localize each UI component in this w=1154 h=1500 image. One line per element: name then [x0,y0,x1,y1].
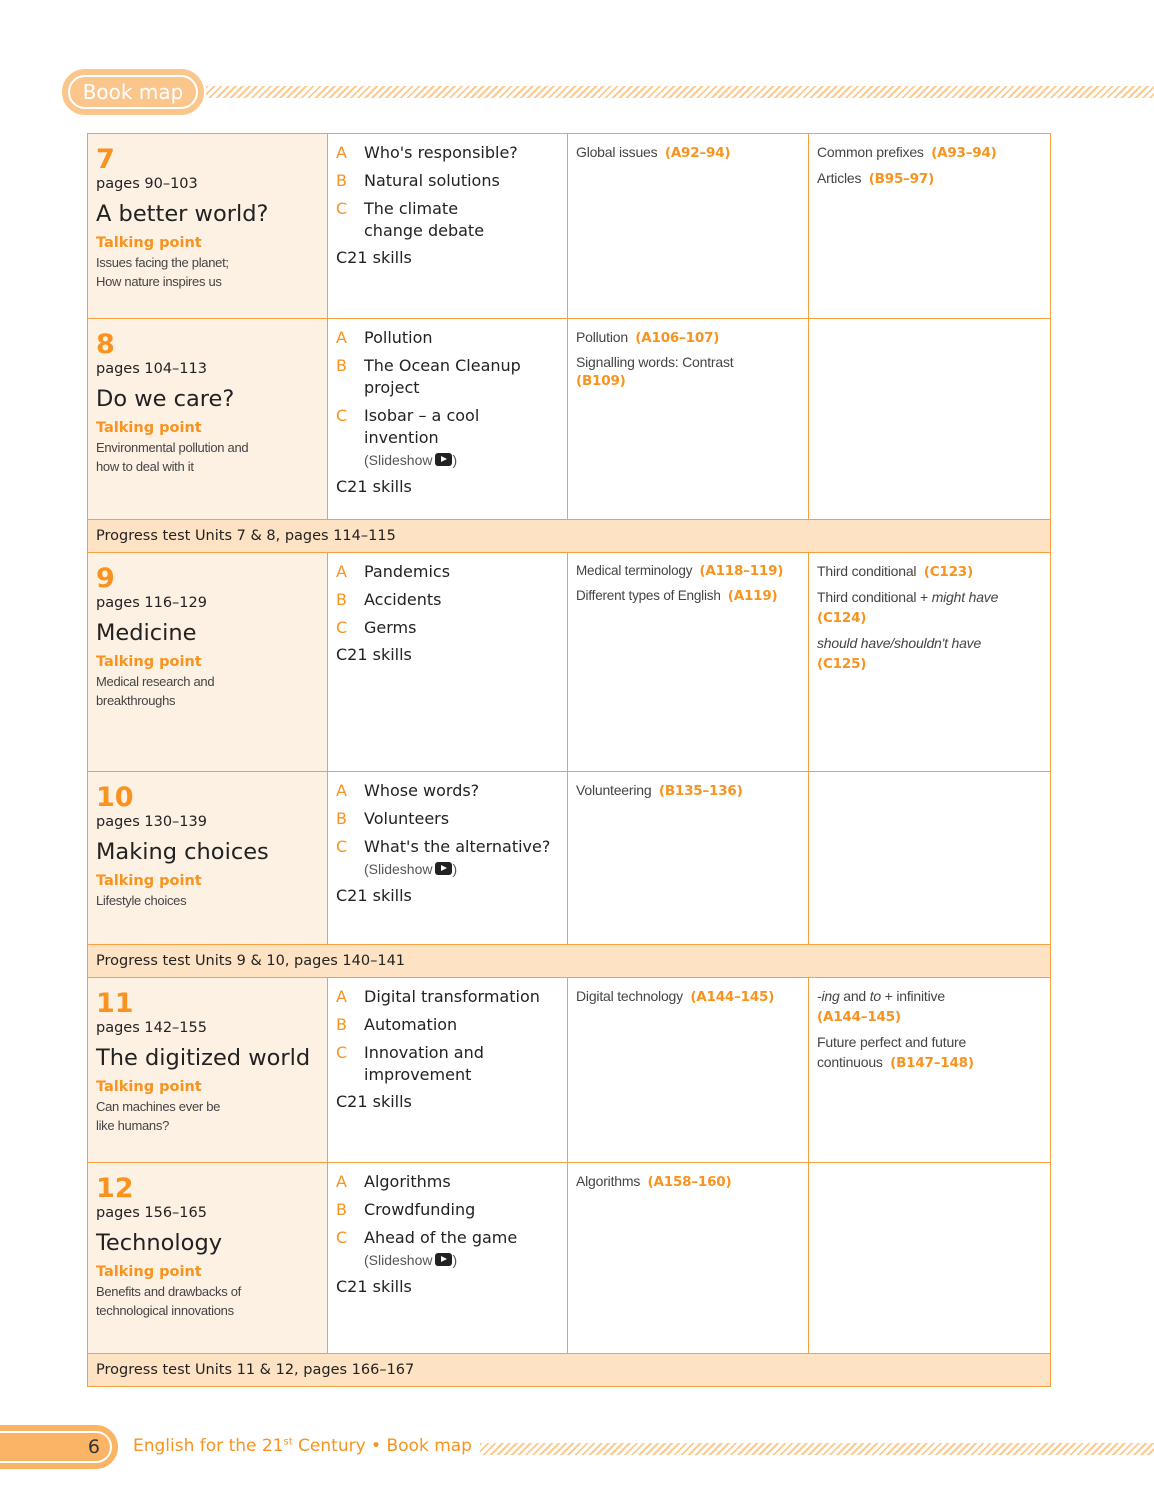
section-header-pill [62,69,204,115]
vocab-entry: Pollution (A106–107) [576,329,720,346]
grammar-entry: should have/shouldn't have (C125) [817,635,982,672]
grammar-cell [809,1163,1051,1354]
unit-number: 7 [96,144,115,175]
lesson-item: B Crowdfunding [336,1200,476,1219]
lesson-item: A Who's responsible? [336,143,518,162]
lesson-item: B Accidents [336,590,442,609]
vocabulary-cell [568,772,809,945]
slideshow-note: (Slideshow ) [364,861,458,877]
grammar-cell [809,134,1051,319]
lessons-cell [328,319,568,520]
lesson-item: B Automation [336,1015,458,1034]
grammar-entry: Third conditional + might have (C124) [817,589,999,626]
grammar-cell [809,319,1051,520]
lesson-item: C Isobar – a cool invention (Slideshow ) [336,405,559,471]
lesson-item: A Algorithms [336,1172,451,1191]
vocab-entry: Medical terminology (A118–119) [576,563,784,579]
header-hatch-decoration [206,86,1154,98]
grammar-cell [809,978,1051,1163]
unit-pages: pages 90–103 [96,176,198,192]
lessons-cell [328,1163,568,1354]
vocab-entry: Global issues (A92–94) [576,144,731,161]
vocabulary-cell [568,319,809,520]
lesson-item: B Natural solutions [336,171,500,190]
c21-skills: C21 skills [336,1092,412,1111]
lesson-item: B Volunteers [336,809,450,828]
talking-point-text: Environmental pollution and how to deal with it [96,440,249,474]
vocabulary-cell [568,134,809,319]
lessons-cell [328,978,568,1163]
grammar-entry: Articles (B95–97) [817,170,935,187]
lesson-item: A Pollution [336,328,433,347]
talking-point-label: Talking point [96,1264,202,1280]
unit-row [88,978,1051,1163]
lessons-cell [328,134,568,319]
progress-test-label: Progress test Units 7 & 8, pages 114–115 [88,520,1051,553]
unit-title: The digitized world [96,1045,311,1071]
lesson-item: C The climate change debate [336,199,485,240]
unit-row [88,772,1051,945]
unit-info-cell [88,772,328,945]
vocab-entry: Signalling words: Contrast (B109) [576,354,734,389]
unit-info-cell [88,553,328,772]
unit-info-cell [88,319,328,520]
unit-number: 10 [96,782,134,813]
c21-skills: C21 skills [336,886,412,905]
grammar-entry: Third conditional (C123) [817,563,973,580]
vocab-entry: Different types of English (A119) [576,588,778,604]
lesson-item: C Germs [336,618,417,637]
unit-info-cell [88,134,328,319]
unit-info-cell [88,978,328,1163]
slideshow-note: (Slideshow ) [364,1252,458,1268]
talking-point-label: Talking point [96,654,202,670]
talking-point-text: Benefits and drawbacks of technological innovations [96,1284,241,1318]
vocab-entry: Algorithms (A158–160) [576,1173,732,1190]
play-video-icon[interactable] [435,1253,452,1266]
play-video-icon[interactable] [435,862,452,875]
grammar-entry: -ing and to + infinitive (A144–145) [817,988,945,1025]
unit-row [88,134,1051,319]
unit-title: Do we care? [96,386,235,412]
progress-test-label: Progress test Units 9 & 10, pages 140–141 [88,945,1051,978]
unit-row [88,1163,1051,1354]
progress-test-row [88,945,1051,978]
lesson-item: A Digital transformation [336,987,540,1006]
lesson-item: A Pandemics [336,562,451,581]
vocab-entry: Digital technology (A144–145) [576,988,775,1005]
unit-pages: pages 130–139 [96,814,207,830]
c21-skills: C21 skills [336,248,412,267]
unit-number: 8 [96,329,115,360]
talking-point-text: Medical research and breakthroughs [96,674,215,708]
footer-title: English for the 21st Century • Book map [133,1436,472,1456]
unit-title: A better world? [96,201,269,227]
progress-test-label: Progress test Units 11 & 12, pages 166–167 [88,1354,1051,1387]
progress-test-row [88,520,1051,553]
unit-title: Making choices [96,839,269,865]
slideshow-note: (Slideshow ) [364,452,458,468]
unit-pages: pages 104–113 [96,361,207,377]
lessons-cell [328,772,568,945]
grammar-entry: Future perfect and future continuous (B147–148) [817,1034,974,1071]
progress-test-row [88,1354,1051,1387]
lesson-item: B The Ocean Cleanup project [336,356,521,397]
grammar-cell [809,772,1051,945]
talking-point-text: Can machines ever be like humans? [96,1099,221,1133]
talking-point-label: Talking point [96,235,202,251]
section-title: Book map [68,75,198,109]
vocabulary-cell [568,1163,809,1354]
vocab-entry: Volunteering (B135–136) [576,782,743,799]
unit-pages: pages 142–155 [96,1020,207,1036]
unit-info-cell [88,1163,328,1354]
c21-skills: C21 skills [336,645,412,664]
unit-pages: pages 156–165 [96,1205,207,1221]
unit-pages: pages 116–129 [96,595,207,611]
page-number: 6 [0,1431,112,1463]
vocabulary-cell [568,553,809,772]
unit-number: 11 [96,988,134,1019]
talking-point-label: Talking point [96,873,202,889]
vocabulary-cell [568,978,809,1163]
c21-skills: C21 skills [336,477,412,496]
lesson-item: A Whose words? [336,781,480,800]
page-number-pill [0,1425,118,1469]
talking-point-text: Lifestyle choices [96,893,187,908]
talking-point-label: Talking point [96,1079,202,1095]
play-video-icon[interactable] [435,453,452,466]
unit-title: Medicine [96,620,197,646]
footer-hatch-decoration [480,1443,1154,1455]
lessons-cell [328,553,568,772]
talking-point-text: Issues facing the planet; How nature inspires us [96,255,229,289]
lesson-item: C Innovation and improvement [336,1043,484,1084]
c21-skills: C21 skills [336,1277,412,1296]
unit-number: 9 [96,563,115,594]
lesson-item: C Ahead of the game (Slideshow ) [336,1227,559,1271]
unit-row [88,553,1051,772]
talking-point-label: Talking point [96,420,202,436]
unit-number: 12 [96,1173,134,1204]
grammar-cell [809,553,1051,772]
unit-title: Technology [96,1230,223,1256]
lesson-item: C What's the alternative? (Slideshow ) [336,836,559,880]
grammar-entry: Common prefixes (A93–94) [817,144,997,161]
unit-row [88,319,1051,520]
book-map-table [87,133,1051,1387]
